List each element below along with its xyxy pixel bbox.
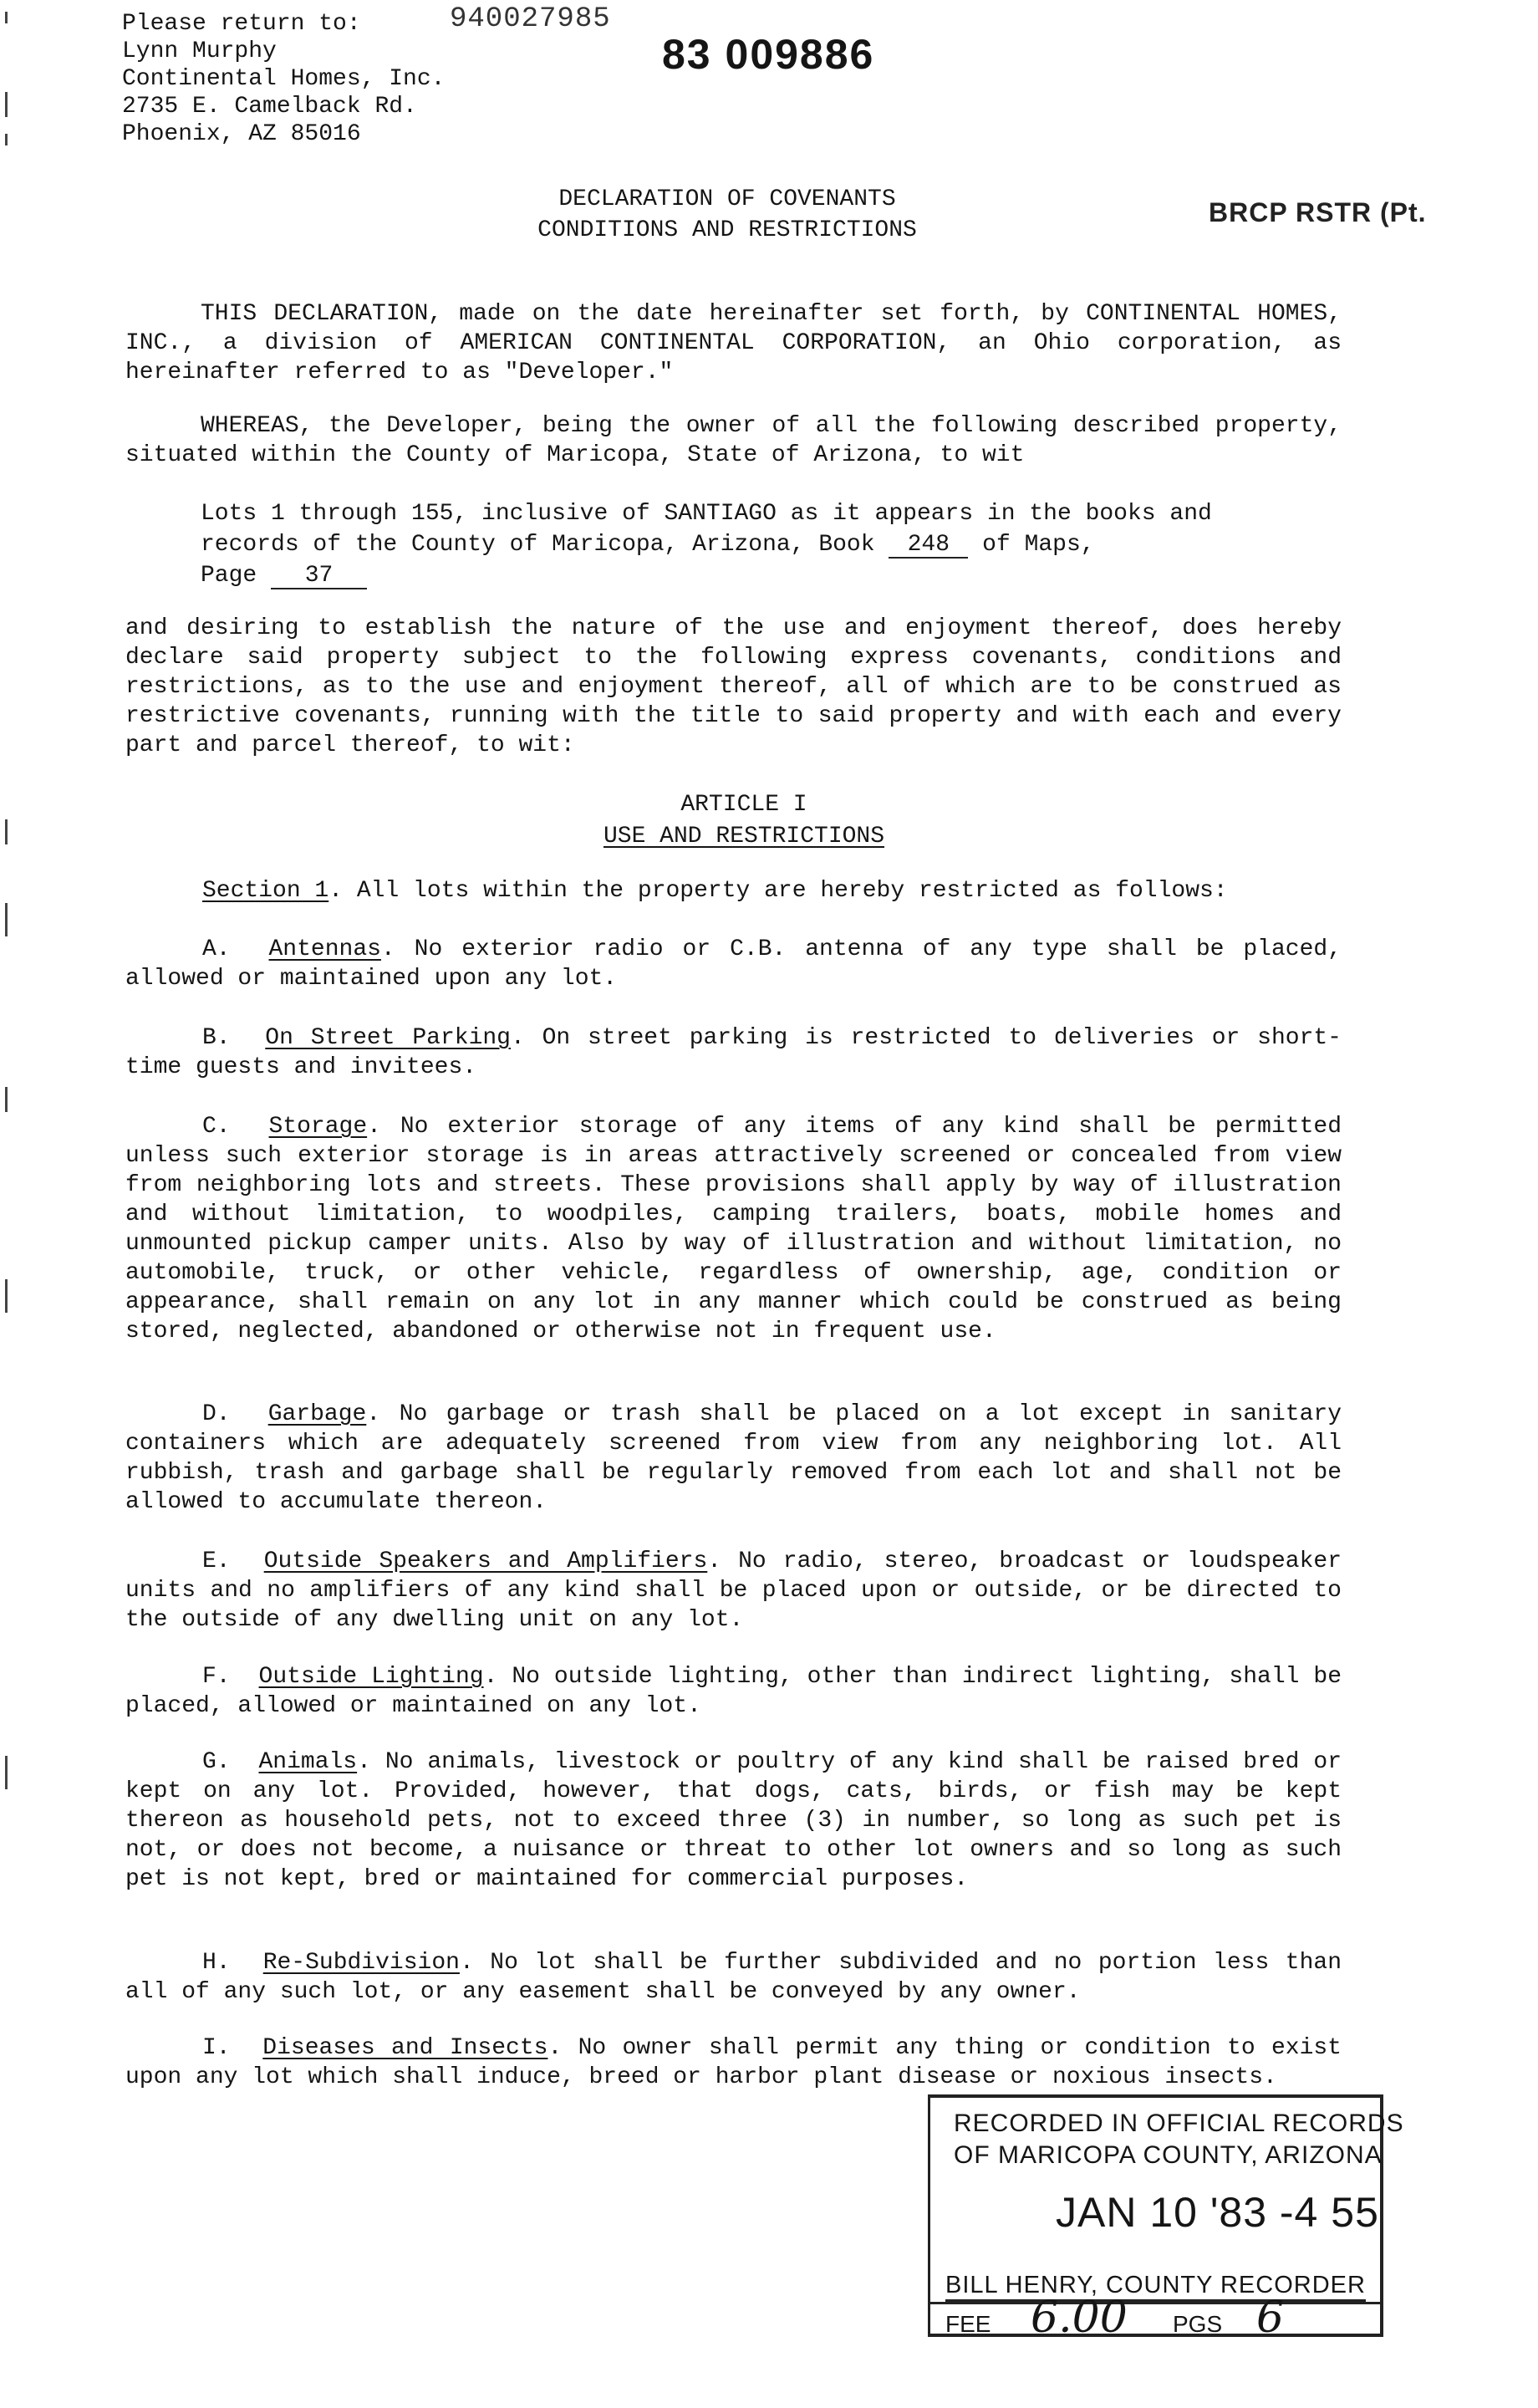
document-number-small: 940027985 (450, 3, 611, 35)
stamp-recorder-name: BILL HENRY, COUNTY RECORDER (945, 2272, 1366, 2302)
book-number: 248 (889, 533, 968, 559)
section-text: . All lots within the property are hereby restricted as follows: (328, 878, 1228, 904)
item-text: . No radio, stereo, broadcast or loudspeaker units and no amplifiers of any kind shall be placed upon or outside, or be directed to the outside of any dwelling unit on any lot. (125, 1548, 1342, 1633)
item-letter: G. (202, 1749, 231, 1775)
item-text: . No exterior storage of any items of any kind shall be permitted unless such exterior storage is in areas attractively screened or concealed from view from neighboring lots and streets. These provisions shall apply by way of illustration and without limitation, to woodpiles, camping trailers, boats, mobile homes and unmounted pickup camper units. Also by way of illustration and without limitation, no automobile, truck, or other vehicle, regardless of ownership, age, condition or appearance, shall remain on any lot in any manner which could be construed as being stored, neglected, abandoned or otherwise not in frequent use. (125, 1114, 1342, 1344)
item-text: . On street parking is restricted to deliveries or short-time guests and invitees. (125, 1025, 1342, 1080)
item-title: Garbage (267, 1401, 367, 1427)
return-line: Continental Homes, Inc. (122, 66, 446, 92)
fee-label: FEE (945, 2311, 991, 2337)
item-text: . No lot shall be further subdivided and no portion less than all of any such lot, or any easement shall be conveyed by any owner. (125, 1950, 1342, 2005)
item-text: . No garbage or trash shall be placed on a lot except in sanitary containers which are adequately screened from view from any neighboring lot. All rubbish, trash and garbage shall be regularly removed from each lot and shall not be allowed to accumulate thereon. (125, 1401, 1342, 1515)
item-letter: A. (202, 936, 231, 962)
item-text: . No exterior radio or C.B. antenna of any type shall be placed, allowed or maintained upon any lot. (125, 936, 1342, 992)
restriction-item-f (125, 1662, 1342, 1721)
return-line: Lynn Murphy (122, 38, 277, 64)
intro-paragraph-1: THIS DECLARATION, made on the date hereinafter set forth, by CONTINENTAL HOMES, INC., a division of AMERICAN CONTINENTAL CORPORATION, an Ohio corporation, as hereinafter referred to as "Developer." (125, 301, 1342, 385)
item-letter: B. (202, 1025, 231, 1051)
item-letter: I. (202, 2035, 231, 2061)
restriction-item-c (125, 1112, 1342, 1346)
item-text: . No outside lighting, other than indirect lighting, shall be placed, allowed or maintained on any lot. (125, 1664, 1342, 1719)
county-recorder-stamp (928, 2094, 1404, 2343)
lots-description (201, 498, 1271, 591)
item-title: Storage (268, 1114, 368, 1140)
restriction-item-d (125, 1400, 1342, 1517)
pages-label: PGS (1173, 2311, 1223, 2337)
corner-stamp: BRCP RSTR (Pt. (1209, 197, 1427, 227)
item-letter: H. (202, 1950, 231, 1976)
fee-value: 6.00 (1031, 2293, 1128, 2343)
return-line: Please return to: (122, 11, 361, 37)
item-title: Antennas (268, 936, 381, 962)
restriction-item-e (125, 1547, 1342, 1635)
stamp-county-line: OF MARICOPA COUNTY, ARIZONA (954, 2141, 1383, 2169)
page-number: 37 (271, 564, 367, 589)
item-letter: F. (202, 1664, 231, 1690)
item-letter: C. (202, 1114, 231, 1140)
item-title: Outside Lighting (258, 1664, 484, 1690)
scan-margin-marks (5, 0, 13, 2408)
return-line: Phoenix, AZ 85016 (122, 121, 361, 147)
page-label: Page (201, 563, 257, 589)
restriction-item-b (125, 1023, 1342, 1082)
item-letter: D. (202, 1401, 231, 1427)
intro-paragraph-3: and desiring to establish the nature of the use and enjoyment thereof, does hereby declare said property subject to the following express covenants, conditions and restrictions, as to the use and enjoyment thereof, all of which are to be construed as restrictive covenants, running with the title to said property and with each and every part and parcel thereof, to wit: (125, 615, 1342, 758)
restriction-item-h (125, 1948, 1342, 2007)
section-label: Section 1 (202, 878, 329, 904)
lots-text: Lots 1 through 155, inclusive of SANTIAGO as it appears in the books and records of the County of Maricopa, Arizona, Book (201, 501, 1212, 558)
intro-paragraph-2: WHEREAS, the Developer, being the owner of all the following described property, situated within the County of Maricopa, State of Arizona, to wit (125, 413, 1342, 468)
item-title: Outside Speakers and Amplifiers (263, 1548, 708, 1574)
pages-value: 6 (1256, 2293, 1285, 2343)
restriction-item-i (125, 2033, 1342, 2092)
lots-text-maps: of Maps, (982, 532, 1095, 558)
title-line-2: CONDITIONS AND RESTRICTIONS (537, 217, 917, 243)
stamp-date: JAN 10 '83 -4 55 (1056, 2189, 1379, 2236)
stamp-fee-row (930, 2293, 1380, 2343)
return-line: 2735 E. Camelback Rd. (122, 94, 417, 120)
recording-number: 83 009886 (662, 31, 875, 78)
title-line-1: DECLARATION OF COVENANTS (558, 186, 896, 212)
restriction-item-a (125, 935, 1342, 993)
item-title: On Street Parking (265, 1025, 511, 1051)
stamp-recorded-line: RECORDED IN OFFICIAL RECORDS (954, 2110, 1404, 2137)
document-title (0, 184, 1454, 246)
restriction-item-g (125, 1747, 1342, 1894)
return-address (122, 10, 445, 148)
item-title: Re-Subdivision (262, 1950, 460, 1976)
section-1 (125, 876, 1342, 906)
item-title: Animals (258, 1749, 358, 1775)
item-letter: E. (202, 1548, 231, 1574)
article-title: USE AND RESTRICTIONS (603, 824, 885, 849)
item-title: Diseases and Insects (262, 2035, 548, 2061)
article-number: ARTICLE I (680, 792, 807, 818)
article-heading (0, 789, 1488, 853)
item-text: . No animals, livestock or poultry of any kind shall be raised bred or kept on any lot. Provided, however, that dogs, cats, birds, or fish may be kept thereon as household pets, not to exceed three (3) in number, so long as such pet is not, or does not become, a nuisance or threat to other lot owners and so long as such pet is not kept, bred or maintained for commercial purposes. (125, 1749, 1342, 1892)
item-text: . No owner shall permit any thing or condition to exist upon any lot which shall induce, breed or harbor plant disease or noxious insects. (125, 2035, 1342, 2090)
